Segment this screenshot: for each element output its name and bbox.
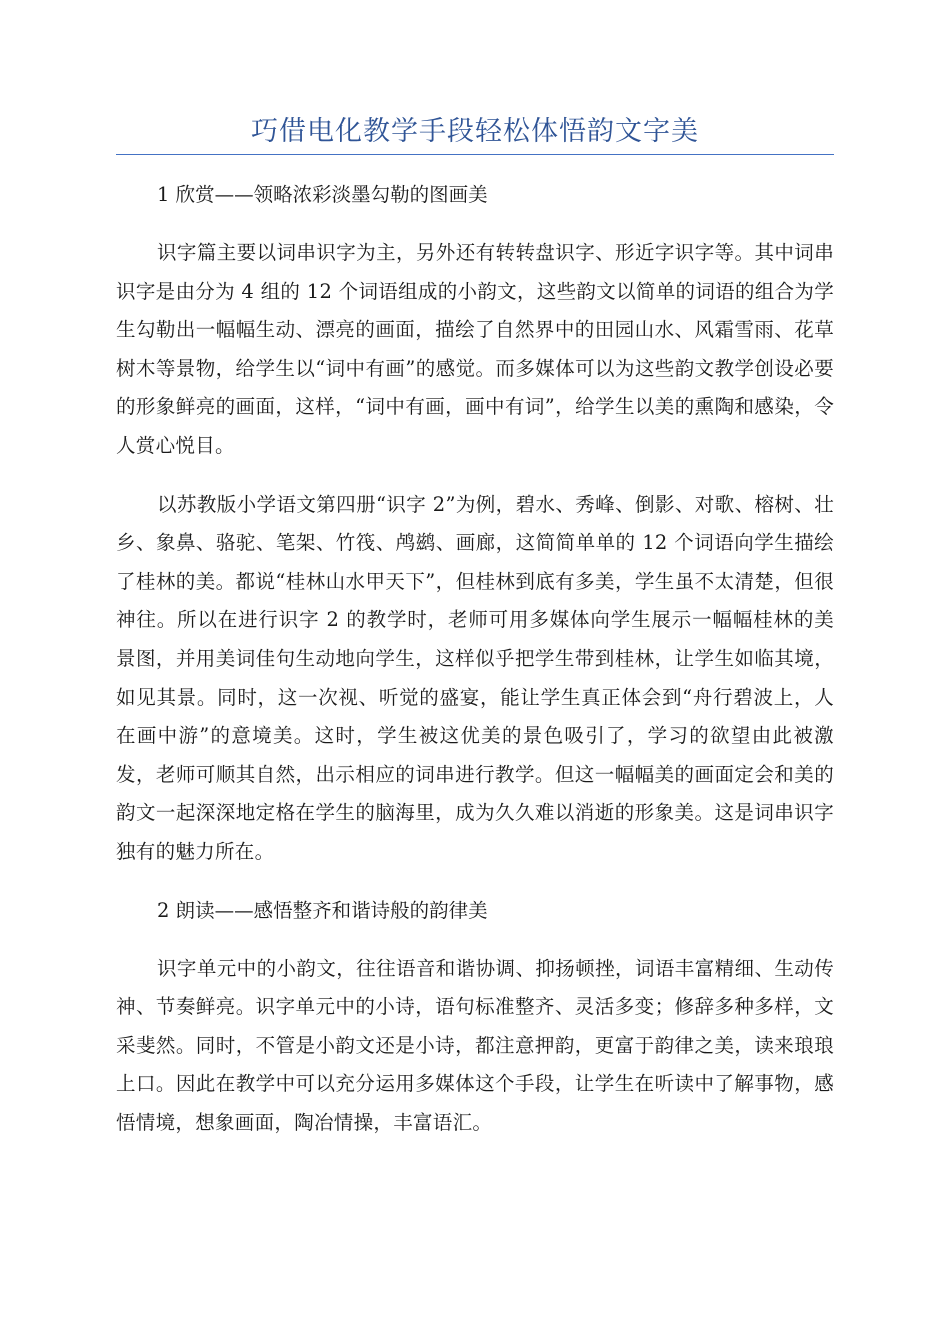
document-body — [116, 176, 834, 1162]
paragraph-1-2: 以苏教版小学语文第四册“识字 2”为例，碧水、秀峰、倒影、对歌、榕树、壮乡、象鼻、骆驼、笔架、竹筏、鸬鹚、画廊，这简简单单的 12 个词语向学生描绘了桂林的美。都说“桂林山水甲天下”，但桂林到底有多美，学生虽不太清楚，但很神往。所以在进行识字 2 的教学时，老师可用多媒体向学生展示一幅幅桂林的美景图，并用美词佳句生动地向学生，这样似乎把学生带到桂林，让学生如临其境，如见其景。同时，这一次视、听觉的盛宴，能让学生真正体会到“舟行碧波上，人在画中游”的意境美。这时，学生被这优美的景色吸引了，学习的欲望由此被激发，老师可顺其自然，出示相应的词串进行教学。但这一幅幅美的画面定会和美的韵文一起深深地定格在学生的脑海里，成为久久难以消逝的形象美。这是词串识字独有的魅力所在。 — [116, 492, 834, 863]
section-heading-1: 1 欣赏——领略浓彩淡墨勾勒的图画美 — [157, 183, 488, 206]
document-title: 巧借电化教学手段轻松体悟韵文字美 — [251, 116, 699, 147]
title-underline — [116, 154, 834, 155]
paragraph-1-1: 识字篇主要以词串识字为主，另外还有转转盘识字、形近字识字等。其中词串识字是由分为 4 组的 12 个词语组成的小韵文，这些韵文以简单的词语的组合为学生勾勒出一幅幅生动、漂亮的画面，描绘了自然界中的田园山水、风霜雪雨、花草树木等景物，给学生以“词中有画”的感觉。而多媒体可以为这些韵文教学创设必要的形象鲜亮的画面，这样，“词中有画，画中有词”，给学生以美的熏陶和感染，令人赏心悦目。 — [116, 241, 834, 457]
paragraph-2-1: 识字单元中的小韵文，往往语音和谐协调、抑扬顿挫，词语丰富精细、生动传神、节奏鲜亮。识字单元中的小诗，语句标准整齐、灵活多变；修辞多种多样，文采斐然。同时，不管是小韵文还是小诗，都注意押韵，更富于韵律之美，读来琅琅上口。因此在教学中可以充分运用多媒体这个手段，让学生在听读中了解事物，感悟情境，想象画面，陶冶情操，丰富语汇。 — [116, 956, 834, 1134]
section-heading-2: 2 朗读——感悟整齐和谐诗般的韵律美 — [157, 898, 488, 922]
